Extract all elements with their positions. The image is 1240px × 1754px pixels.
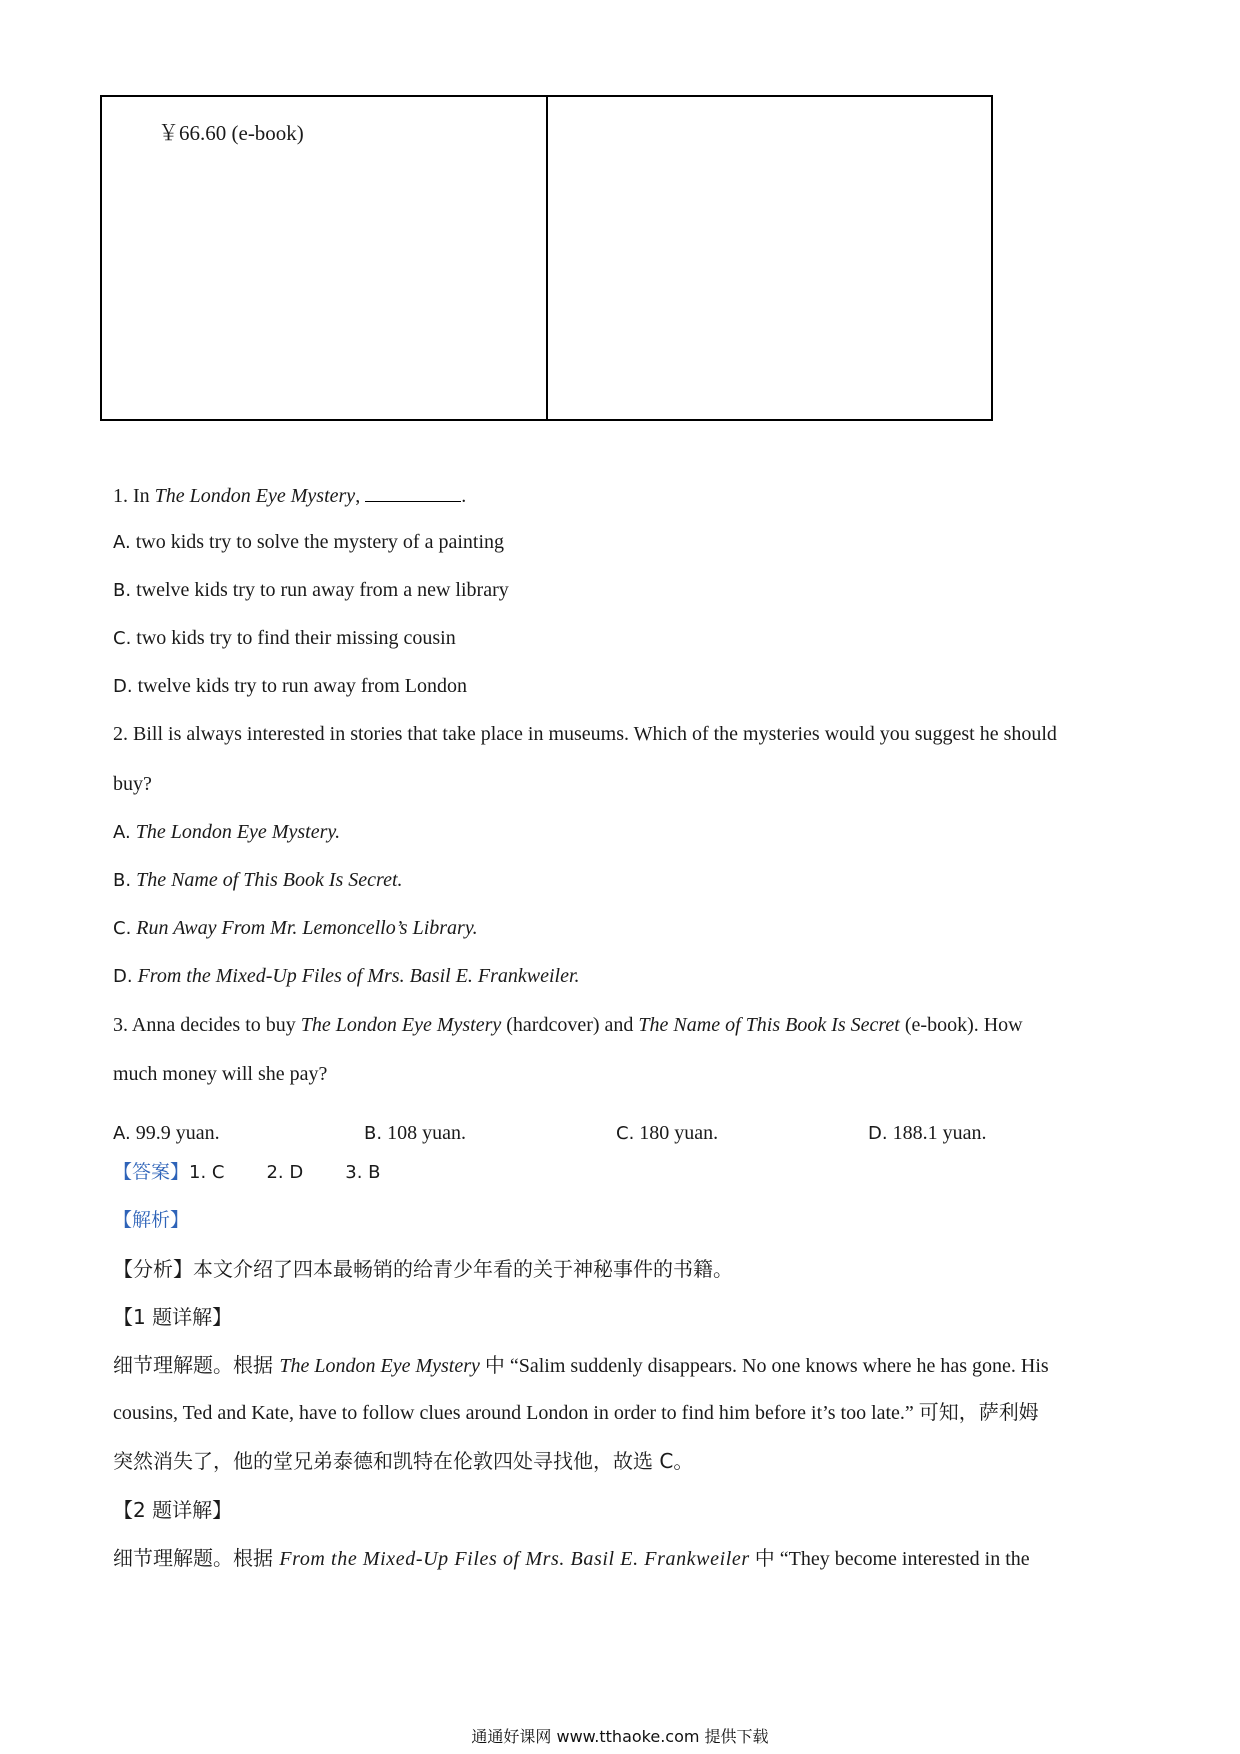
detail2-line1 (113, 1548, 1030, 1569)
detail1-quote-cont: cousins, Ted and Kate, have to follow clues around London in order to find him before it’s too late.” 可知，萨利姆 (113, 1402, 1039, 1424)
detail1-heading-text: 【1 题详解】 (113, 1305, 233, 1329)
q2-text: 2. Bill is always interested in stories that take place in museums. Which of the mysteries would you suggest he should (113, 723, 1057, 745)
option-label: B. (113, 580, 132, 601)
detail1-line3 (113, 1451, 693, 1472)
analysis-tag-line (113, 1210, 189, 1230)
option-label: D. (113, 966, 133, 987)
option-text: 99.9 yuan. (135, 1122, 220, 1144)
q2-option-d (113, 966, 580, 986)
q1-end: . (461, 485, 467, 507)
option-text: 180 yuan. (639, 1122, 719, 1144)
question-2-line1 (113, 724, 1130, 744)
option-label: D. (868, 1123, 888, 1144)
detail1-book-title: The London Eye Mystery (279, 1355, 480, 1377)
q1-suffix: , (355, 485, 366, 507)
option-text: 108 yuan. (387, 1122, 466, 1144)
detail1-quote: 中 “Salim suddenly disappears. No one knows where he has gone. His (479, 1355, 1049, 1377)
option-label: D. (113, 676, 133, 697)
price-ebook-text: ￥66.60 (e-book) (158, 121, 304, 145)
question-1 (113, 483, 466, 506)
q2-option-c (113, 918, 478, 938)
question-2-line2 (113, 774, 152, 794)
q1-option-a (113, 532, 504, 552)
q2-text-cont: buy? (113, 773, 152, 795)
q3-option-c (616, 1123, 718, 1143)
detail1-conclusion: 突然消失了，他的堂兄弟泰德和凯特在伦敦四处寻找他，故选 C。 (113, 1449, 694, 1473)
q3-part3: (e-book). How (899, 1014, 1023, 1036)
option-label: A. (113, 532, 131, 553)
option-text: From the Mixed-Up Files of Mrs. Basil E. Frankweiler. (137, 965, 580, 987)
answer-tag: 【答案】 (113, 1161, 190, 1183)
q3-text-cont: much money will she pay? (113, 1063, 328, 1085)
detail2-heading-text: 【2 题详解】 (113, 1498, 233, 1522)
option-label: C. (113, 628, 132, 649)
option-text: The London Eye Mystery. (135, 821, 341, 843)
option-text: twelve kids try to run away from a new library (136, 579, 509, 601)
q1-option-d (113, 676, 467, 696)
q2-option-a (113, 822, 340, 842)
table-cell-left (102, 97, 548, 419)
footer-source: 通通好课网 www.tthaoke.com 提供下载 (471, 1727, 769, 1746)
option-text: two kids try to solve the mystery of a painting (135, 531, 504, 553)
option-text: The Name of This Book Is Secret. (136, 869, 403, 891)
q1-title: The London Eye Mystery (154, 485, 356, 507)
detail2-book-title: From the Mixed-Up Files of Mrs. Basil E. Frankweiler (279, 1548, 750, 1570)
detail2-heading (113, 1500, 232, 1520)
option-text: Run Away From Mr. Lemoncello’s Library. (136, 917, 478, 939)
q1-option-c (113, 628, 456, 648)
option-label: B. (364, 1123, 383, 1144)
q3-option-b (364, 1123, 466, 1143)
option-label: A. (113, 822, 131, 843)
q2-option-b (113, 870, 403, 890)
option-text: two kids try to find their missing cousin (136, 627, 456, 649)
question-3-line1 (113, 1015, 1023, 1035)
option-text: twelve kids try to run away from London (137, 675, 467, 697)
q3-part2: (hardcover) and (501, 1014, 639, 1036)
q3-title2: The Name of This Book Is Secret (638, 1014, 900, 1036)
q3-title1: The London Eye Mystery (300, 1014, 502, 1036)
q3-part1: 3. Anna decides to buy (113, 1014, 301, 1036)
q1-prefix: 1. In (113, 485, 155, 507)
option-label: C. (616, 1123, 635, 1144)
detail2-lead: 细节理解题。根据 (113, 1546, 280, 1570)
answer-item-1: 1. C (189, 1162, 225, 1183)
table-cell-right (548, 97, 992, 419)
answer-item-3: 3. B (345, 1162, 381, 1183)
answer-blank (365, 483, 461, 502)
detail1-lead: 细节理解题。根据 (113, 1353, 280, 1377)
answer-line (113, 1162, 381, 1182)
q3-option-d (868, 1123, 986, 1143)
q3-option-a (113, 1123, 220, 1143)
detail1-line1 (113, 1355, 1049, 1376)
detail2-quote: 中 “They become interested in the (749, 1548, 1030, 1570)
detail1-line2 (113, 1403, 1039, 1423)
analysis-tag: 【解析】 (113, 1209, 190, 1231)
fenxi-tag: 【分析】 (113, 1257, 193, 1281)
option-label: B. (113, 870, 132, 891)
question-3-line2 (113, 1064, 327, 1084)
answer-item-2: 2. D (266, 1162, 304, 1183)
option-label: C. (113, 918, 132, 939)
fenxi-line (113, 1259, 733, 1279)
option-label: A. (113, 1123, 131, 1144)
fenxi-text: 本文介绍了四本最畅销的给青少年看的关于神秘事件的书籍。 (193, 1257, 733, 1281)
book-table (100, 95, 993, 421)
detail1-heading (113, 1307, 232, 1327)
q1-option-b (113, 580, 509, 600)
option-text: 188.1 yuan. (892, 1122, 987, 1144)
